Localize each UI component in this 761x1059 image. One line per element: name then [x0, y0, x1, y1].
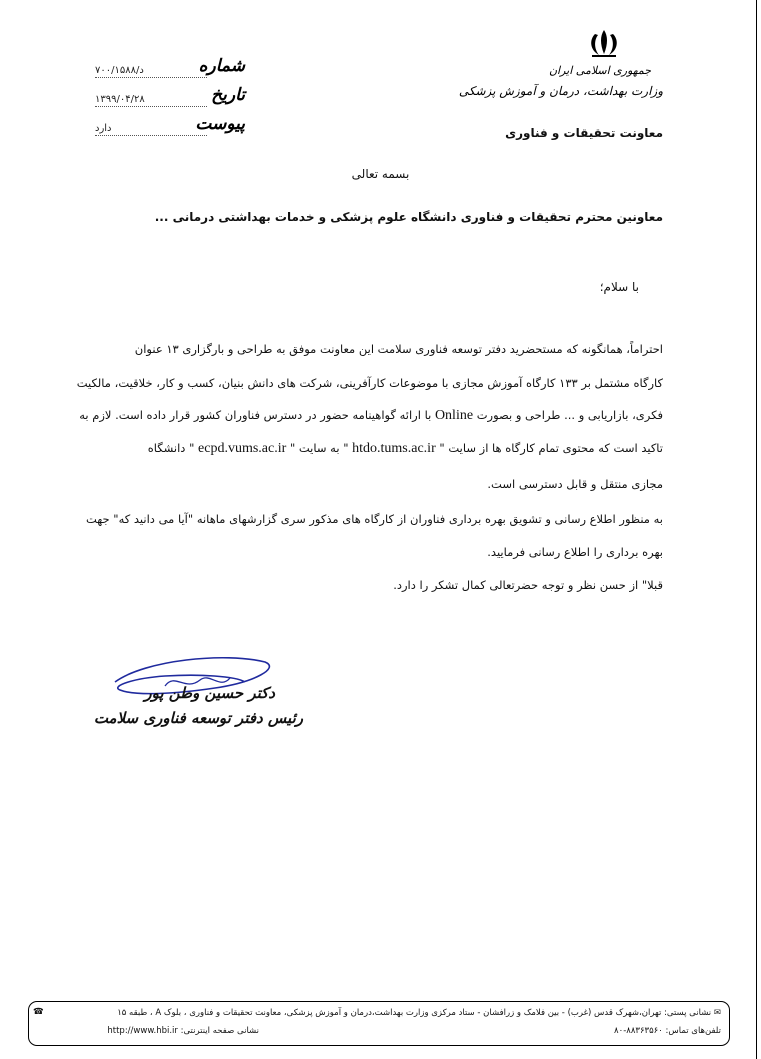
greeting: با سلام؛: [599, 280, 639, 294]
footer-website-link[interactable]: http://www.hbi.ir: [107, 1026, 178, 1036]
body-line-4-part-a: تاکید است که محتوی تمام کارگاه ها از سایت ": [439, 441, 663, 455]
page-edge-line: [756, 0, 757, 1059]
addressee: معاونین محترم تحقیقات و فناوری دانشگاه علوم پزشکی و خدمات بهداشتی درمانی ...: [154, 210, 663, 224]
body-line-3-part-a: فکری، بازاریابی و ... طراحی و بصورت: [476, 408, 663, 422]
body-line-2: کارگاه مشتمل بر ۱۳۳ کارگاه آموزش مجازی با موضوعات کارآفرینی، شرکت های دانش بنیان، کسب و کار، خلاقیت، مالکیت: [76, 376, 663, 390]
footer-phone-value: ۸۸۳۶۳۵۶۰-۸۰: [614, 1026, 663, 1036]
footer-phone-label: تلفن‌های تماس:: [665, 1026, 721, 1036]
mail-icon: ✉: [713, 1008, 721, 1018]
source-site-url: htdo.tums.ac.ir: [352, 441, 436, 456]
body-line-6: به منظور اطلاع رسانی و تشویق بهره برداری فناوران از کارگاه های مذکور سری گزارشهای ماهانه "آیا می دانید که" جهت: [85, 512, 663, 526]
iran-emblem-icon: [586, 28, 622, 58]
body-line-4-part-b: " به سایت ": [289, 441, 349, 455]
deputy-title: معاونت تحقیقات و فناوری: [505, 126, 663, 140]
letter-number-field: [95, 56, 245, 80]
letter-attachment-value: دارد: [95, 124, 207, 136]
footer-phone-row: [614, 1026, 721, 1036]
signatory-role: رئیس دفتر توسعه فناوری سلامت: [93, 709, 303, 727]
footer-address: نشانی پستی: تهران،شهرک قدس (غرب) - بین فلامک و زرافشان - ستاد مرکزی وزارت بهداشت،درمان و آموزش پزشکی، معاونت تحقیقات و فناوری ، بلوک A ، طبقه ۱۵: [117, 1008, 712, 1018]
letter-number-value: د/۷۰۰/۱۵۸۸: [95, 66, 207, 78]
letter-footer: [28, 1001, 730, 1046]
letter-date-value: ۱۳۹۹/۰۴/۲۸: [95, 95, 207, 107]
body-line-3-part-b: با ارائه گواهینامه حضور در دسترس فناوران کشور قرار داده است. لازم به: [79, 408, 432, 422]
body-line-8: قبلا" از حسن نظر و توجه حضرتعالی کمال تشکر را دارد.: [393, 578, 663, 592]
body-line-4: [88, 441, 663, 456]
target-site-url: ecpd.vums.ac.ir: [198, 441, 287, 456]
body-line-3: [79, 408, 663, 423]
footer-website-row: [107, 1026, 259, 1036]
letter-number-label: شماره: [198, 56, 245, 76]
footer-address-row: [117, 1008, 721, 1018]
ministry-name-line: وزارت بهداشت، درمان و آموزش پزشکی: [458, 84, 663, 98]
letter-date-field: [95, 85, 245, 109]
body-line-5: مجازی منتقل و قابل دسترسی است.: [487, 477, 663, 491]
ministry-country-line: جمهوری اسلامی ایران: [548, 64, 651, 77]
phone-icon: ☎: [33, 1007, 44, 1017]
body-line-4-part-c: " دانشگاه: [147, 441, 195, 455]
body-line-1: احتراماً، همانگونه که مستحضرید دفتر توسعه فناوری سلامت این معاونت موفق به طراحی و بارگزاری ۱۳ عنوان: [134, 342, 663, 356]
basmala: بسمه تعالی: [351, 167, 410, 181]
online-term: Online: [434, 408, 474, 423]
footer-website-label: نشانی صفحه اینترنتی:: [180, 1026, 259, 1036]
body-line-7: بهره برداری را اطلاع رسانی فرمایید.: [487, 545, 663, 559]
letter-attachment-label: پیوست: [195, 114, 245, 134]
signature-scribble-icon: [105, 652, 275, 712]
signatory-name: دکتر حسین وطن پور: [144, 684, 275, 702]
letter-attachment-field: [95, 114, 245, 138]
letter-date-label: تاریخ: [211, 85, 245, 105]
